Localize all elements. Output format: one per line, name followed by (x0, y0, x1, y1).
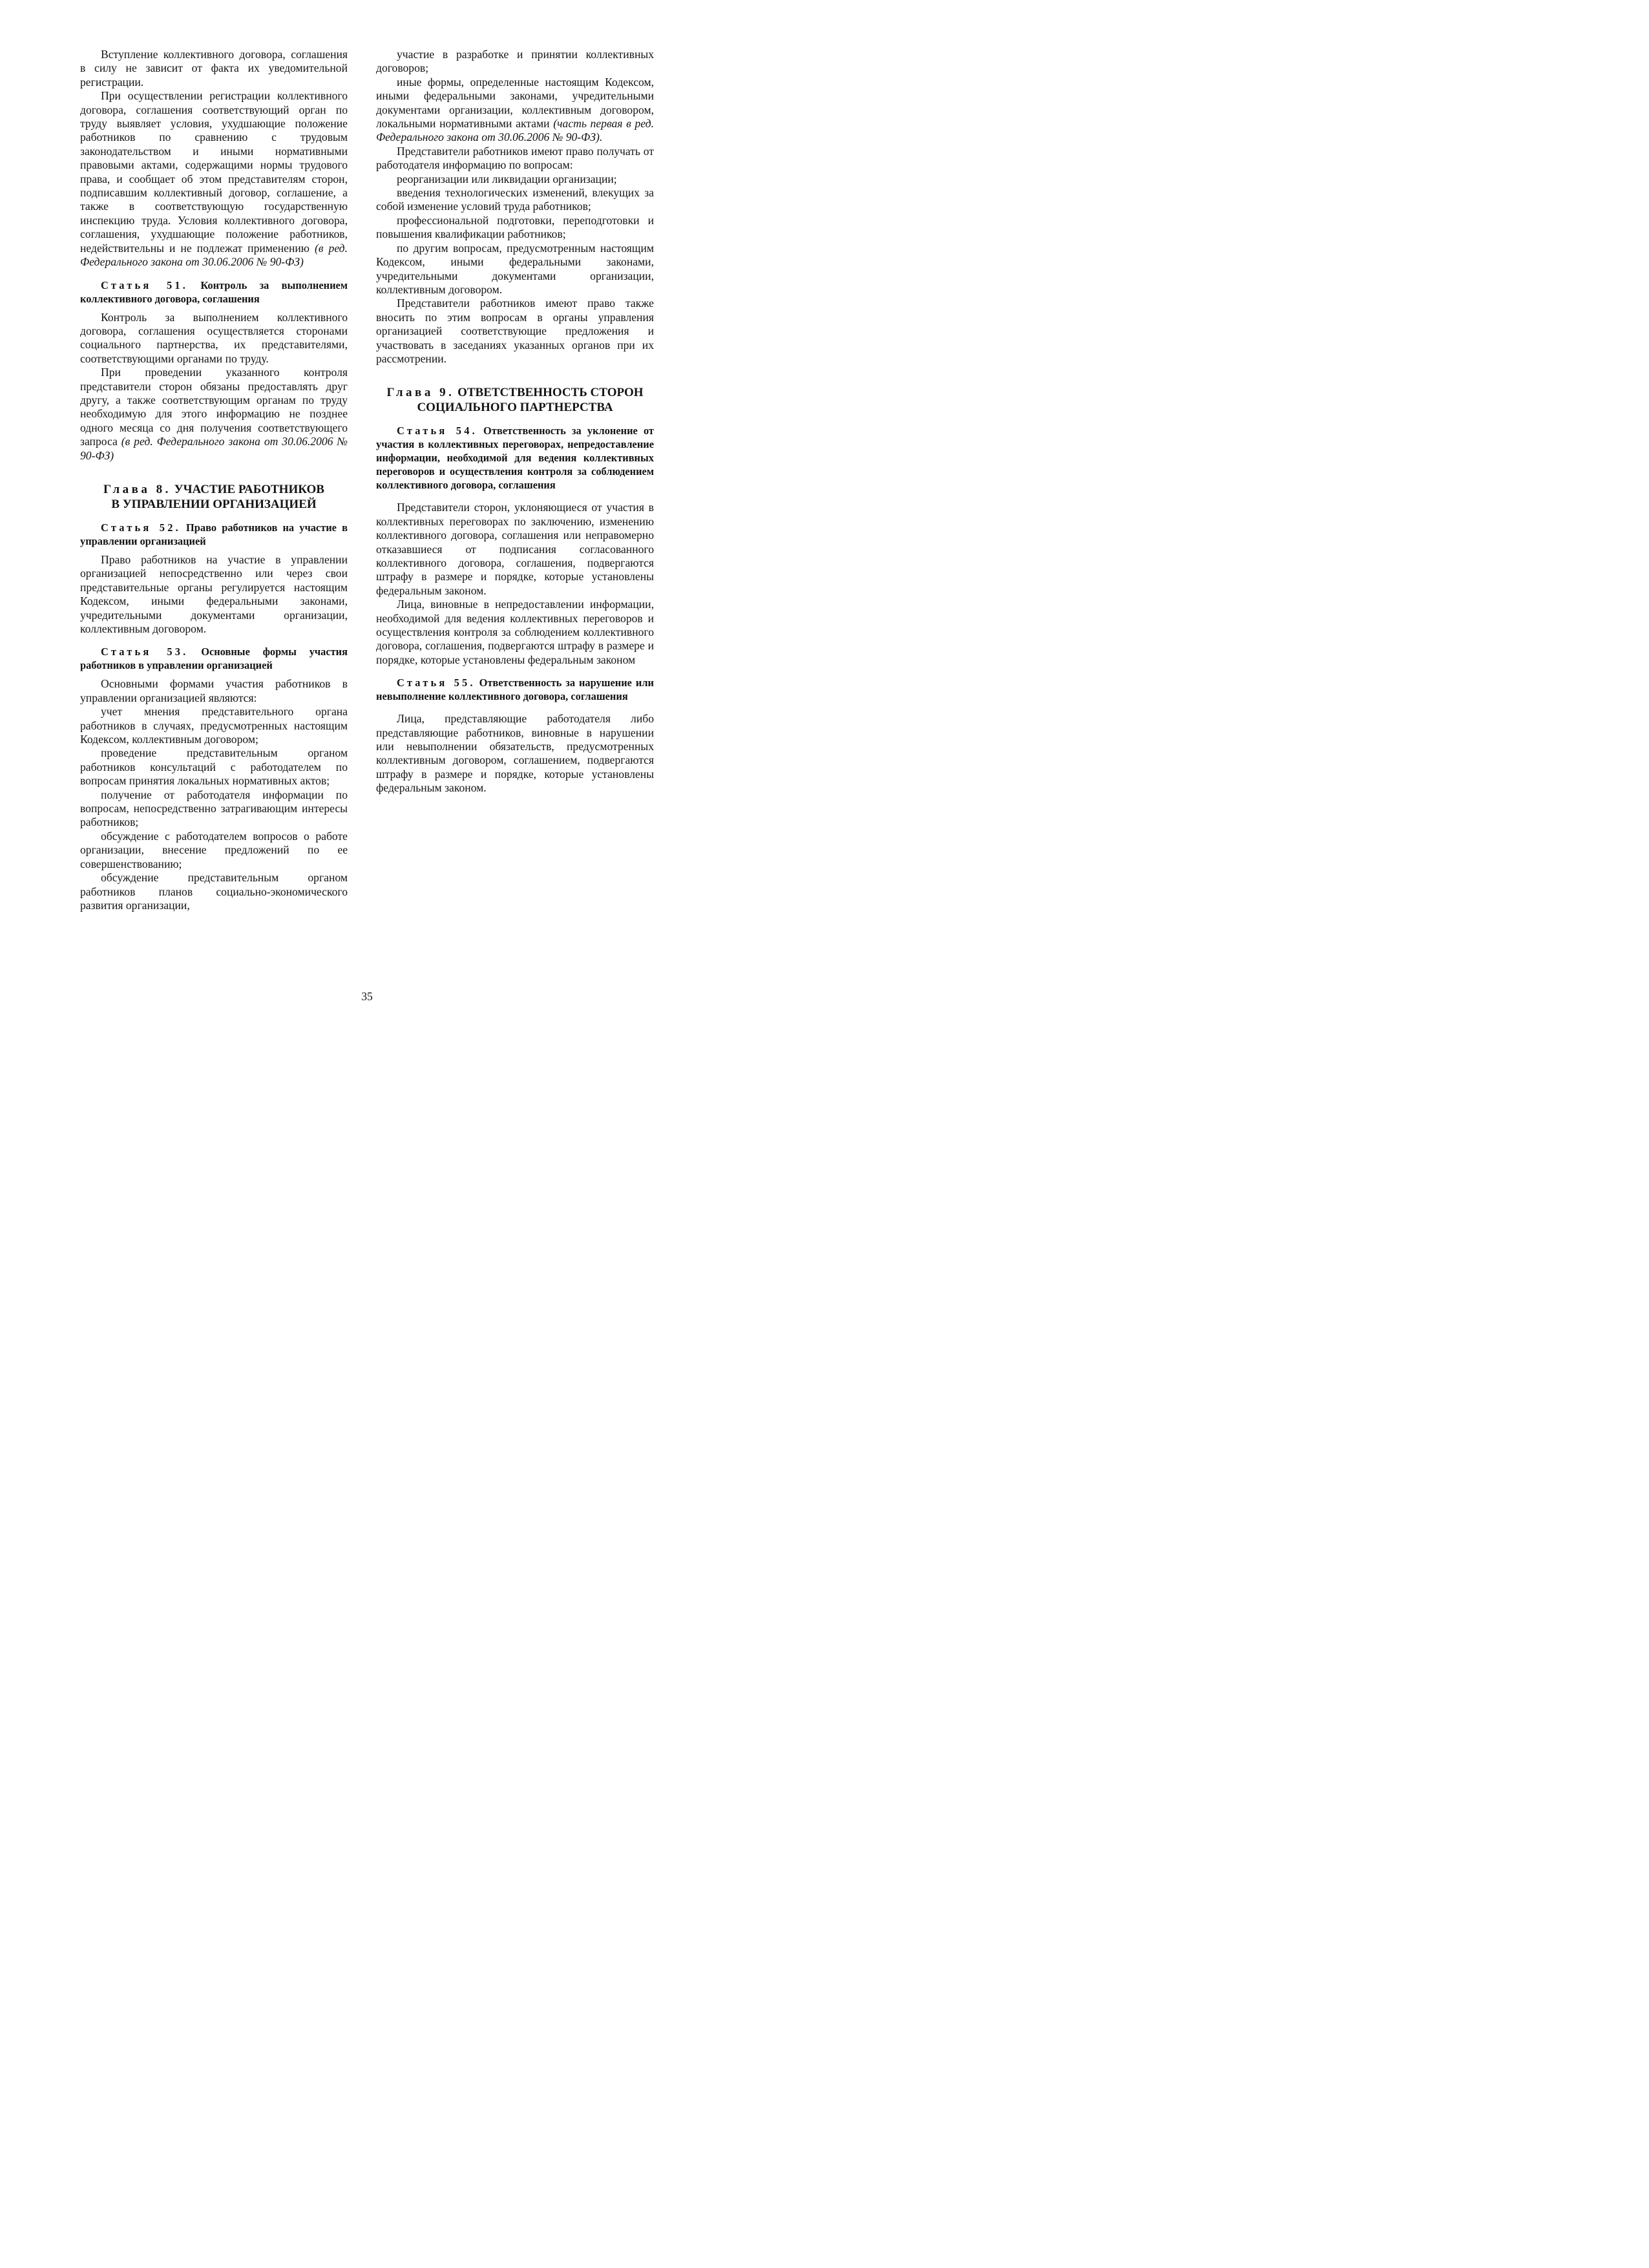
article-title: Основные формы участия работников в управлении организацией (80, 646, 348, 672)
chapter-9-heading (376, 385, 654, 415)
list-item: обсуждение представительным органом работников планов социально-экономического развития организации, (80, 871, 348, 912)
article-52-heading (80, 521, 348, 548)
paragraph: Представители работников имеют право также вносить по этим вопросам в органы управления организацией соответствующие предложения и участвовать в заседаниях указанных органов при их рассмотрении. (376, 297, 654, 365)
chapter-title-line-1: УЧАСТИЕ РАБОТНИКОВ (171, 482, 324, 496)
article-53-heading (80, 645, 348, 672)
chapter-label: Глава 8. (103, 482, 171, 496)
paragraph: Основными формами участия работников в управлении организацией являются: (80, 677, 348, 704)
paragraph: Представители работников имеют право получать от работодателя информацию по вопросам: (376, 144, 654, 172)
paragraph: Представители сторон, уклоняющиеся от участия в коллективных переговорах по заключению, изменению коллективного договора, соглашения или неправомерно отказавшиеся от подписания согласованного коллективного договора, соглашения, подвергаются штрафу в размере и порядке, которые установлены федеральным законом. (376, 501, 654, 597)
chapter-label: Глава 9. (386, 386, 455, 400)
article-label: Статья 52. (101, 521, 181, 534)
paragraph-text: иные формы, определенные настоящим Кодексом, иными федеральными законами, учредительными документами организации, коллективным договором, локальными нормативными актами (376, 75, 654, 131)
article-title: Контроль за выполнением коллективного договора, соглашения (80, 278, 348, 305)
list-item: учет мнения представительного органа работников в случаях, предусмотренных настоящим Кодексом, коллективным договором; (80, 705, 348, 746)
chapter-title-line-1: ОТВЕТСТВЕННОСТЬ СТОРОН (454, 386, 644, 400)
page-number: 35 (361, 990, 373, 1003)
article-label: Статья 53. (101, 646, 189, 658)
list-item: введения технологических изменений, влекущих за собой изменение условий труда работников; (376, 186, 654, 213)
paragraph-text: При осуществлении регистрации коллективного договора, соглашения соответствующий орган по труду выявляет условия, ухудшающие положение работников по сравнению с трудовым законодательством и иными нормативными правовыми актами, содержащими нормы трудового права, и сообщает об этом представителям сторон, подписавшим коллективный договор, соглашение, а также в соответствующую государственную инспекцию труда. Условия коллективного договора, соглашения, ухудшающие положение работников, недействительны и не подлежат применению (80, 89, 348, 255)
article-54-heading (376, 424, 654, 492)
left-column (80, 48, 348, 912)
article-label: Статья 54. (397, 425, 478, 437)
list-item: участие в разработке и принятии коллективных договоров; (376, 48, 654, 75)
paragraph: Право работников на участие в управлении организацией непосредственно или через свои представительные органы регулируется настоящим Кодексом, иными федеральными законами, учредительными документами организации, коллективным договором. (80, 552, 348, 635)
amendment-reference: (в ред. Федерального закона от 30.06.2006 № 90-ФЗ) (80, 435, 348, 462)
right-column (376, 48, 654, 795)
article-label: Статья 55. (397, 677, 476, 689)
document-page (0, 0, 734, 1015)
paragraph (80, 366, 348, 463)
list-item: по другим вопросам, предусмотренным настоящим Кодексом, иными федеральными законами, учредительными документами организации, коллективным договором. (376, 241, 654, 296)
amendment-reference: (в ред. Федерального закона от 30.06.2006 № 90-ФЗ) (80, 241, 348, 269)
article-55-heading (376, 676, 654, 703)
chapter-title-line-2: СОЦИАЛЬНОГО ПАРТНЕРСТВА (417, 401, 613, 415)
article-title: Ответственность за нарушение или невыполнение коллективного договора, соглашения (376, 677, 654, 703)
article-label: Статья 51. (101, 278, 189, 291)
amendment-reference: (часть первая в ред. Федерального закона от 30.06.2006 № 90-ФЗ). (376, 117, 654, 144)
paragraph: Лица, представляющие работодателя либо представляющие работников, виновные в нарушении или невыполнении обязательств, предусмотренных коллективным договором, соглашением, подвергаются штрафу в размере и порядке, которые установлены федеральным законом. (376, 712, 654, 795)
paragraph: Лица, виновные в непредоставлении информации, необходимой для ведения коллективных переговоров и осуществления контроля за соблюдением коллективного договора, соглашения, подвергаются штрафу в размере и порядке, которые установлены федеральным законом (376, 598, 654, 666)
paragraph: Контроль за выполнением коллективного договора, соглашения осуществляется сторонами социального партнерства, их представителями, соответствующими органами по труду. (80, 310, 348, 365)
paragraph-text: При проведении указанного контроля представители сторон обязаны предоставлять друг другу, а также соответствующим органам по труду необходимую для этого информацию не позднее одного месяца со дня получения соответствующего запроса (80, 366, 348, 448)
list-item: профессиональной подготовки, переподготовки и повышения квалификации работников; (376, 213, 654, 241)
article-51-heading (80, 278, 348, 306)
paragraph (80, 89, 348, 269)
list-item: проведение представительным органом работников консультаций с работодателем по вопросам принятия локальных нормативных актов; (80, 746, 348, 788)
list-item: реорганизации или ликвидации организации; (397, 172, 617, 185)
chapter-title-line-2: В УПРАВЛЕНИИ ОРГАНИЗАЦИЕЙ (111, 497, 317, 511)
article-title: Право работников на участие в управлении организацией (80, 521, 348, 547)
list-item (376, 76, 654, 145)
chapter-8-heading (80, 482, 348, 512)
article-title: Ответственность за уклонение от участия в коллективных переговорах, непредоставление информации, необходимой для ведения коллективных переговоров и осуществления контроля за соблюдением коллективного договора, соглашения (376, 425, 654, 492)
paragraph: Вступление коллективного договора, соглашения в силу не зависит от факта их уведомительной регистрации. (80, 48, 348, 89)
list-item: обсуждение с работодателем вопросов о работе организации, внесение предложений по ее совершенствованию; (80, 829, 348, 870)
list-item: получение от работодателя информации по вопросам, непосредственно затрагивающим интересы работников; (80, 788, 348, 829)
